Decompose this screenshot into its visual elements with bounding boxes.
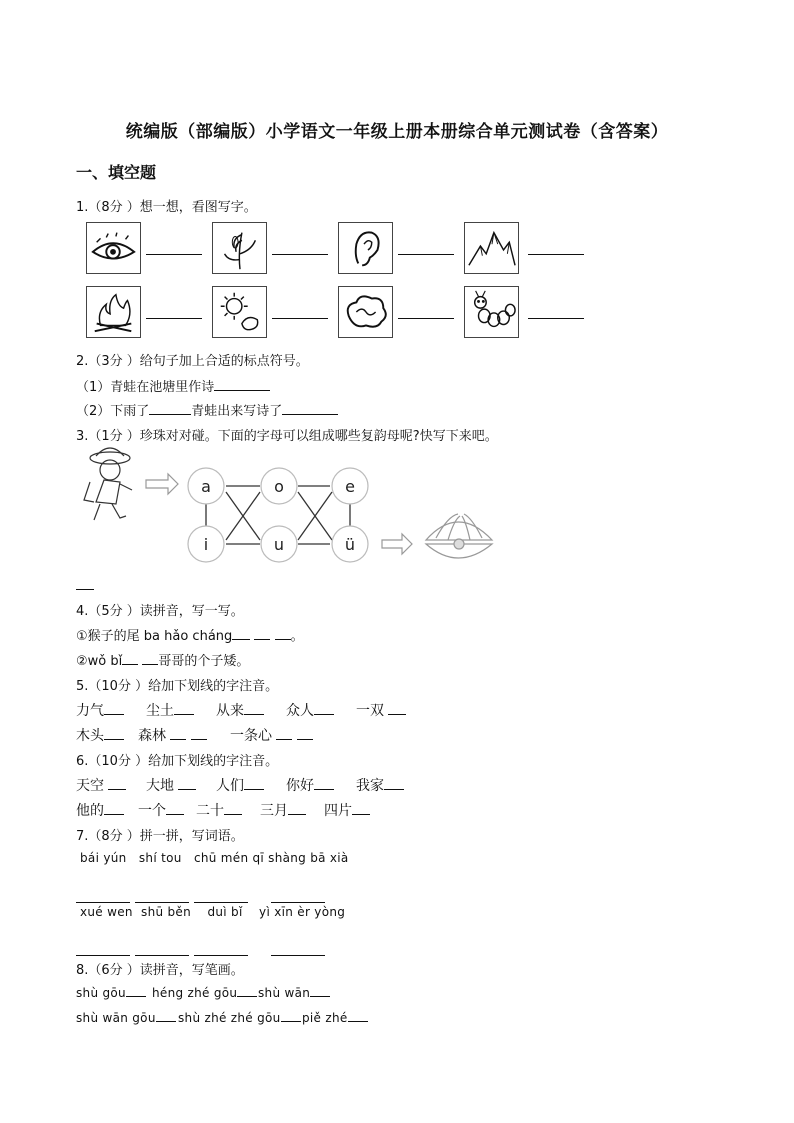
question-2-line-1: （1）青蛙在池塘里作诗 — [76, 376, 270, 395]
word-item: 尘土 — [146, 700, 216, 720]
question-5-header: 5.（10分 ）给加下划线的字注音。 — [76, 679, 279, 694]
question-2-header: 2.（3分 ）给句子加上合适的标点符号。 — [76, 354, 309, 369]
question-7-blanks-2[interactable] — [76, 941, 325, 960]
question-6-row-2 — [76, 800, 388, 820]
letter-top-1: a — [201, 477, 211, 496]
word-item: 从来 — [216, 700, 286, 720]
word-item: 森林 — [138, 725, 230, 745]
sun-icon — [212, 286, 267, 338]
stroke-item: shù wān gōu — [76, 1009, 178, 1025]
word-item: 天空 — [76, 775, 146, 795]
question-4-line-2: ②wǒ bǐ 哥哥的个子矮。 — [76, 654, 250, 669]
stroke-item: piě zhé — [302, 1009, 382, 1025]
question-2-line-2: （2）下雨了 青蛙出来写诗了 — [76, 400, 338, 419]
question-7-pinyin-1: bái yún shí tou chū mén qī shàng bā xià — [80, 851, 349, 865]
word-item: 一个 — [138, 800, 196, 820]
word-item: 大地 — [146, 775, 216, 795]
fire-icon — [86, 286, 141, 338]
word-item: 人们 — [216, 775, 286, 795]
word-item: 你好 — [286, 775, 356, 795]
word-item: 二十 — [196, 800, 260, 820]
stroke-item: shù zhé zhé gōu — [178, 1009, 302, 1025]
word-item: 众人 — [286, 700, 356, 720]
arrow-right-icon — [146, 474, 178, 494]
rice-plant-icon — [212, 222, 267, 274]
stroke-item: shù gōu — [76, 984, 152, 1000]
letter-bottom-2: u — [273, 535, 285, 554]
question-8-row-2 — [76, 1009, 382, 1025]
stroke-item: shù wān — [258, 984, 338, 1000]
question-7-header: 7.（8分 ）拼一拼，写词语。 — [76, 829, 244, 844]
letter-top-2: o — [274, 477, 284, 496]
answer-blank[interactable] — [76, 589, 94, 590]
pearl-matching-diagram — [76, 444, 506, 574]
question-7-pinyin-2: xué wen shū běn duì bǐ yì xīn èr yòng — [80, 905, 346, 919]
question-5-row-2 — [76, 725, 340, 745]
stroke-item: héng zhé gōu — [152, 984, 258, 1000]
word-item: 木头 — [76, 725, 138, 745]
boy-explorer-icon — [84, 448, 132, 520]
letter-top-3: e — [345, 477, 355, 496]
word-item: 三月 — [260, 800, 324, 820]
question-4-line-1: ①猴子的尾 ba hǎo cháng 。 — [76, 629, 304, 644]
question-8-header: 8.（6分 ）读拼音，写笔画。 — [76, 963, 244, 978]
letter-bottom-3: ü — [344, 535, 356, 554]
ear-icon — [338, 222, 393, 274]
question-6-row-1 — [76, 775, 426, 795]
word-item: 力气 — [76, 700, 146, 720]
word-item: 四片 — [324, 800, 388, 820]
word-item: 一双 — [356, 700, 426, 720]
shell-icon — [426, 514, 492, 558]
question-6-header: 6.（10分 ）给加下划线的字注音。 — [76, 754, 279, 769]
question-4-header: 4.（5分 ）读拼音，写一写。 — [76, 604, 244, 619]
word-item: 一条心 — [230, 725, 340, 745]
question-8-row-1 — [76, 984, 338, 1000]
question-3-header: 3.（1分 ）珍珠对对碰。下面的字母可以组成哪些复韵母呢?快写下来吧。 — [76, 429, 498, 444]
cloud-icon — [338, 286, 393, 338]
mountain-icon — [464, 222, 519, 274]
section-heading: 一、填空题 — [76, 163, 157, 182]
question-1-header: 1.（8分 ）想一想，看图写字。 — [76, 200, 257, 215]
letter-bottom-1: i — [203, 535, 209, 554]
question-5-row-1 — [76, 700, 426, 720]
document-title: 统编版（部编版）小学语文一年级上册本册综合单元测试卷（含答案） — [125, 122, 669, 142]
arrow-right-icon — [382, 534, 412, 554]
eye-icon — [86, 222, 141, 274]
word-item: 我家 — [356, 775, 426, 795]
word-item: 他的 — [76, 800, 138, 820]
caterpillar-icon — [464, 286, 519, 338]
